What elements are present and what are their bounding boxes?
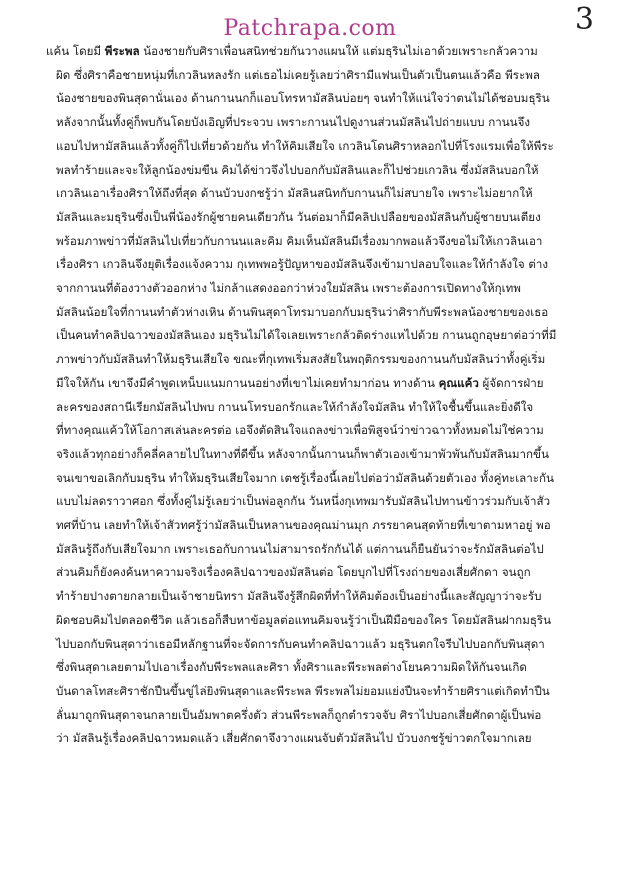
- text-line: ผิด ซึ่งศิราคือชายหนุ่มที่เกวลินหลงรัก แต่เธอไม่เคยรู้เลยว่าศิรามีแฟนเป็นตัวเป็นตนแล้วคือ พีระพล: [56, 67, 541, 82]
- text-line: ไปบอกกับพินสุดาว่าเธอมีหลักฐานที่จะจัดการกับคนทำคลิปฉาวแล้ว มธุรินตกใจรีบไปบอกกับพินสุดา: [56, 636, 545, 651]
- text-line: ส่วนคิมก็ยังคงค้นหาความจริงเรื่องคลิปฉาวของมัสลินต่อ โดยบุกไปที่โรงถ่ายของเสี่ยศักดา จนถูก: [56, 565, 531, 580]
- bold-name: คุณแค้ว: [438, 375, 479, 390]
- text-line: ลั่นมาถูกพินสุดาจนกลายเป็นอัมพาตครึ่งตัว ส่วนพีระพลก็ถูกตำรวจจับ ศิราไปบอกเสี่ยศักดาผู้เป็นพ่อ: [56, 707, 542, 722]
- text-line: เป็นคนทำคลิปฉาวของมัสลินเอง มธุรินไม่ได้ใจเลยเพราะกลัวติดร่างแหไปด้วย กานนถูกอุษยาต่อว่าที่มี: [56, 328, 557, 343]
- text-line: จากกานนที่ต้องวางตัวออกห่าง ไม่กล้าแสดงออกว่าห่วงใยมัสลิน เพราะต้องการเปิดทางให้กุเทพ: [56, 281, 521, 296]
- text-line: ทำร้ายปางตายกลายเป็นเจ้าชายนิทรา มัสลินจึงรู้สึกผิดที่ทำให้คิมต้องเป็นอย่างนี้และสัญญาว่าจะรับ: [56, 589, 542, 604]
- text-line: บันดาลโทสะศิราชักปืนขึ้นขู่ไล่ยิงพินสุดาและพีระพล พีระพลไม่ยอมแย่งปืนจะทำร้ายศิราแต่เกิดทำปืน: [56, 683, 550, 698]
- text-line: น้องชายของพินสุดานั่นเอง ด้านกานนกก็แอบโทรหามัสลินบ่อยๆ จนทำให้แน่ใจว่าตนไม่ได้ชอบมธุริน: [56, 91, 550, 106]
- text-line: มัสลินน้อยใจที่กานนทำตัวห่างเหิน ด้านพินสุดาโทรมาบอกกับมธุรินว่าศิรากับพีระพลน้องชายของเธอ: [56, 304, 549, 319]
- text-line: มีใจให้กัน เขาจึงมีคำพูดเหน็บแนมกานนอย่างที่เขาไม่เคยทำมาก่อน ทางด้าน คุณแค้ว ผู้จัดการฝ่าย: [56, 375, 544, 390]
- page-number: 3: [574, 2, 594, 37]
- text-line: เกวลินเอาเรื่องศิราให้ถึงที่สุด ด้านบัวบงกชรู้ว่า มัสลินสนิทกับกานนก็ไม่สบายใจ เพราะไม่อยากให้: [56, 186, 533, 201]
- text-line: หลังจากนั้นทั้งคู่ก็พบกันโดยบังเอิญที่ประจวบ เพราะกานนไปดูงานส่วนมัสลินไปถ่ายแบบ กานนจึง: [56, 115, 531, 130]
- text-line: แค้น โดยมี พีระพล น้องชายกับศิราเพื่อนสนิทช่วยกันวางแผนให้ แต่มธุรินไม่เอาด้วยเพราะกลัวความ: [46, 44, 538, 58]
- text-line: จนเขาขอเลิกกับมธุริน ทำให้มธุรินเสียใจมาก เตชรู้เรื่องนี้เลยไปต่อว่ามัสลินด้วยตัวเอง ทั้งคู่ทะเลาะกัน: [56, 470, 554, 485]
- watermark-text: Patchrapa.com: [223, 16, 397, 41]
- text-line: เรื่องศิรา เกวลินจึงยุติเรื่องแจ้งความ กุเทพพอรู้ปัญหาของมัสลินจึงเข้ามาปลอบใจและให้กำลังใจ ต่าง: [56, 257, 549, 272]
- text-line: จริงแล้วทุกอย่างก็คลี่คลายไปในทางที่ดีขึ้น หลังจากนั้นกานนก็พาตัวเองเข้ามาพัวพันกับมัสลินมากขึ้น: [56, 446, 549, 461]
- text-line: แบบไม่ลดราวาศอก ซึ่งทั้งคู่ไม่รู้เลยว่าเป็นพ่อลูกกัน วันหนึ่งกุเทพมารับมัสลินไปทานข้าวร่วมกับเจ้าสัว: [56, 494, 551, 509]
- text-line: พร้อมภาพข่าวที่มัสลินไปเที่ยวกับกานนและคิม คิมเห็นมัสลินมีเรื่องมากพอแล้วจึงขอไม่ให้เกวลินเอา: [56, 233, 543, 248]
- text-line: ผิดชอบคิมไปตลอดชีวิต แล้วเธอก็สืบหาข้อมูลต่อแทนคิมจนรู้ว่าเป็นฝีมือของใคร โดยมัสลินฝากมธุริน: [56, 612, 552, 627]
- text-line: แอบไปหามัสลินแล้วทั้งคู่ก็ไปเที่ยวด้วยกัน ทำให้คิมเสียใจ เกวลินโดนศิราหลอกไปที่โรงแรมเพื่อให้พีระ: [56, 138, 554, 153]
- text-line: ภาพข่าวกับมัสลินทำให้มธุรินเสียใจ ขณะที่กุเทพเริ่มสงสัยในพฤติกรรมของกานนกับมัสลินว่าทั้งคู่เริ่ม: [56, 352, 546, 367]
- text-line: มัสลินรู้ถึงกับเสียใจมาก เพราะเธอกับกานนไม่สามารถรักกันได้ แต่กานนก็ยืนยันว่าจะรักมัสลินต่อไป: [56, 541, 544, 556]
- synopsis-body: [46, 40, 596, 751]
- text-line: ที่ทางคุณแค้วให้โอกาสเล่นละครต่อ เอจึงตัดสินใจแถลงข่าวเพื่อพิสูจน์ว่าข่าวฉาวทั้งหมดไม่ใช่ความ: [56, 423, 544, 438]
- text-line: มัสลินและมธุรินซึ่งเป็นพี่น้องรักผู้ชายคนเดียวกัน วันต่อมาก็มีคลิปเปลือยของมัสลินกับผู้ชายบนเตียง: [56, 209, 541, 224]
- text-line: ละครของสถานีเรียกมัสลินไปพบ กานนโทรบอกรักและให้กำลังใจมัสลิน ทำให้ใจชื้นขึ้นและยิ่งดีใจ: [56, 399, 534, 414]
- text-line: พลทำร้ายและจะให้ลูกน้องข่มขืน คิมได้ข่าวจึงไปบอกกับมัสลินและก็ไปช่วยเกวลิน ซึ่งมัสลินบอกให้: [56, 162, 539, 177]
- bold-name: พีระพล: [104, 44, 140, 58]
- text-line: ซึ่งพินสุดาเลยตามไปเอาเรื่องกับพีระพลและศิรา ทั้งศิราและพีระพลต่างโยนความผิดให้กันจนเกิด: [56, 660, 527, 675]
- text-line: ทศที่บ้าน เลยทำให้เจ้าสัวทศรู้ว่ามัสลินเป็นหลานของคุณม่านมุก ภรรยาคนสุดท้ายที่เขาตามหาอยู่ พอ: [56, 518, 551, 533]
- text-line: ว่า มัสลินรู้เรื่องคลิปฉาวหมดแล้ว เสี่ยศักดาจึงวางแผนจับตัวมัสลินไป บัวบงกชรู้ข่าวตกใจมากเลย: [56, 731, 532, 746]
